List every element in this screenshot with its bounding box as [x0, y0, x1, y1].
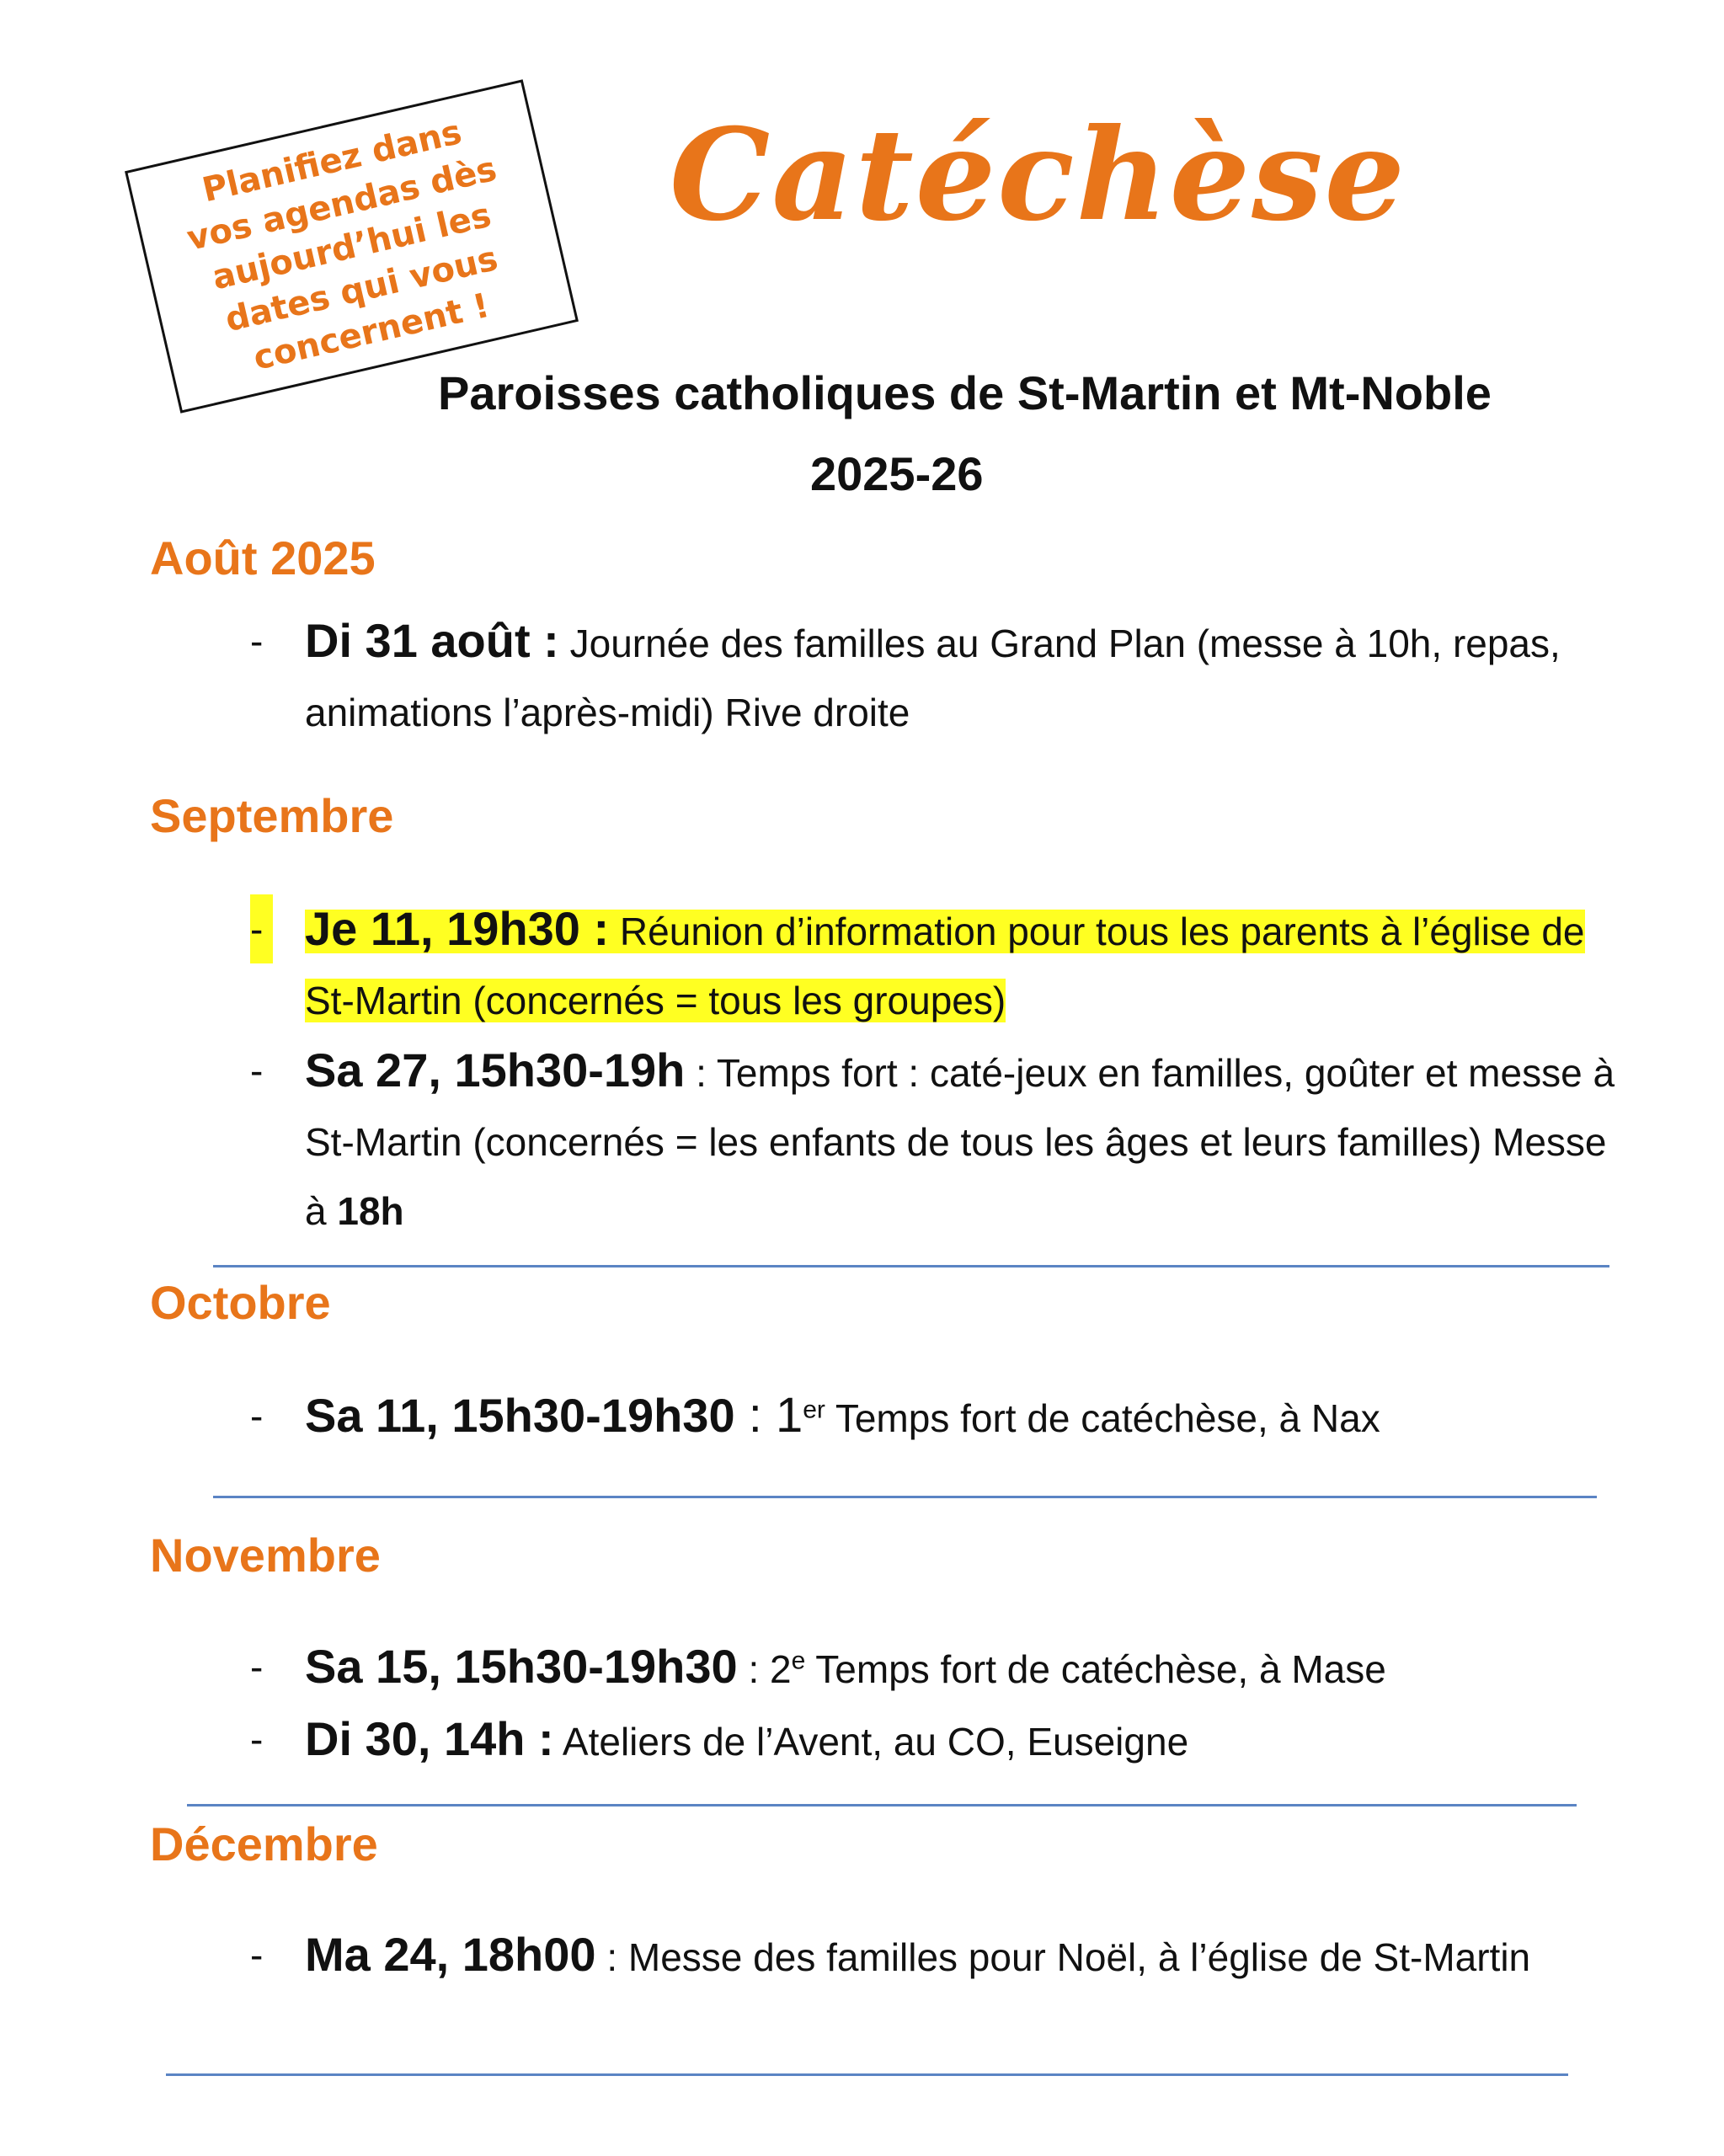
event-description: Journée des familles au Grand Plan (messe à 10h, repas, animations l’après-midi) Rive droite — [305, 622, 1561, 734]
subtitle-parishes: Paroisses catholiques de St-Martin et Mt-Noble — [438, 366, 1492, 419]
ordinal-number: 1 — [775, 1388, 803, 1443]
list-dash: - — [250, 1933, 264, 1977]
event-item — [251, 1036, 1632, 1246]
list-dash: - — [250, 1645, 264, 1689]
event-description: : Temps fort : caté-jeux en familles, goûter et messe à St-Martin (concernés = les enfants de tous les âges et leurs familles) Messe à — [305, 1051, 1615, 1233]
month-heading-decembre: Décembre — [150, 1817, 378, 1870]
event-date: Di 31 août : — [305, 614, 559, 667]
event-date: Sa 15, 15h30-19h30 — [305, 1640, 738, 1693]
reminder-note-text: Planifiez dans vos agendas dès aujourd’hui les dates qui vous concernent ! — [183, 112, 502, 378]
event-item — [251, 1632, 1666, 1704]
section-divider — [213, 1265, 1609, 1267]
event-item-highlighted — [251, 894, 1632, 1035]
section-divider — [166, 2073, 1568, 2076]
section-divider — [187, 1804, 1577, 1806]
event-date: Je 11, 19h30 : — [305, 902, 610, 955]
ordinal-suffix: e — [791, 1646, 806, 1675]
event-description: : Messe des familles pour Noël, à l’église de St-Martin — [595, 1935, 1531, 1979]
event-item — [251, 1920, 1666, 1992]
section-divider — [213, 1496, 1597, 1498]
event-description: Temps fort de catéchèse, à Mase — [805, 1647, 1386, 1691]
event-description: Temps fort de catéchèse, à Nax — [825, 1396, 1380, 1440]
event-date: Sa 11, 15h30-19h30 — [305, 1389, 735, 1442]
month-heading-novembre: Novembre — [150, 1529, 381, 1582]
list-dash: - — [250, 1049, 264, 1092]
event-separator: : 2 — [737, 1647, 792, 1691]
list-dash: - — [250, 894, 273, 963]
list-dash: - — [250, 1394, 264, 1438]
event-separator: : — [734, 1388, 776, 1443]
mass-time: 18h — [337, 1189, 404, 1233]
ordinal-suffix: er — [803, 1396, 825, 1424]
event-date: Sa 27, 15h30-19h — [305, 1043, 686, 1097]
event-item — [251, 606, 1666, 747]
event-date: Ma 24, 18h00 — [305, 1928, 596, 1981]
event-date: Di 30, 14h : — [305, 1712, 554, 1765]
page-title: Catéchèse — [670, 101, 1407, 249]
event-item — [251, 1381, 1666, 1453]
event-item — [251, 1705, 1666, 1776]
event-description: Réunion d’information pour tous les parents à l’église de St-Martin (concernés = tous les groupes) — [305, 910, 1585, 1022]
month-heading-aout: Août 2025 — [150, 531, 376, 584]
subtitle-year: 2025-26 — [810, 447, 984, 500]
list-dash: - — [250, 1717, 264, 1761]
list-dash: - — [250, 619, 264, 663]
month-heading-septembre: Septembre — [150, 789, 394, 842]
event-description: Ateliers de l’Avent, au CO, Euseigne — [553, 1720, 1189, 1764]
month-heading-octobre: Octobre — [150, 1276, 331, 1329]
